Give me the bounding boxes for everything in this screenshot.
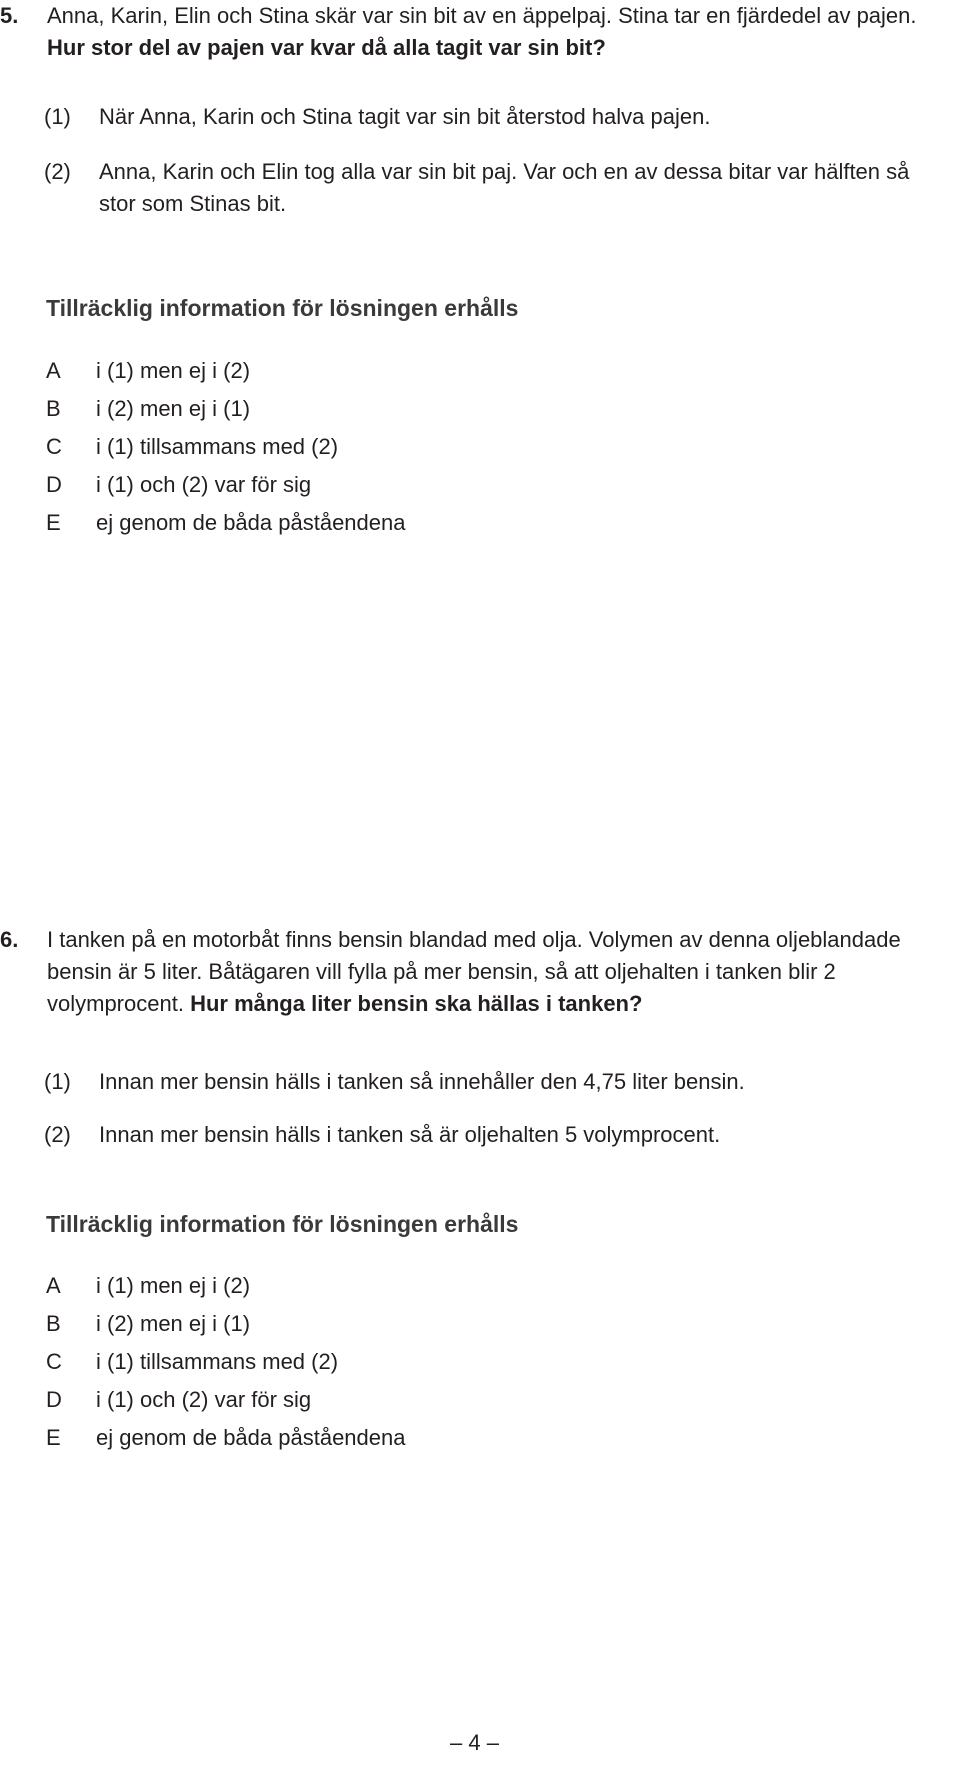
option-text: i (2) men ej i (1) — [96, 396, 251, 421]
statement-label: (2) — [44, 159, 71, 184]
statement-label: (2) — [44, 1122, 71, 1147]
option-letter: A — [46, 1273, 61, 1298]
page-number: – 4 – — [450, 1730, 499, 1755]
option-letter: D — [46, 1387, 62, 1412]
section-heading: Tillräcklig information för lösningen erhålls — [46, 1211, 519, 1237]
option-e — [46, 507, 405, 545]
option-text: i (1) tillsammans med (2) — [96, 1349, 339, 1374]
option-letter: B — [46, 396, 61, 421]
option-b — [46, 393, 405, 431]
option-letter: D — [46, 472, 62, 497]
statement-label: (1) — [44, 1069, 71, 1094]
statement-label: (1) — [44, 104, 71, 129]
option-text: i (2) men ej i (1) — [96, 1311, 251, 1336]
option-text: ej genom de båda påståendena — [96, 1425, 406, 1450]
question-text — [47, 0, 935, 64]
section-heading: Tillräcklig information för lösningen erhålls — [46, 295, 519, 321]
option-d — [46, 469, 405, 507]
option-a — [46, 1270, 405, 1308]
answer-options — [46, 355, 405, 545]
option-text: i (1) men ej i (2) — [96, 1273, 251, 1298]
statement-2 — [44, 156, 934, 220]
option-c — [46, 1346, 405, 1384]
option-letter: E — [46, 510, 61, 535]
option-letter: B — [46, 1311, 61, 1336]
answer-options — [46, 1270, 405, 1460]
option-e — [46, 1422, 405, 1460]
question-prompt: Hur stor del av pajen var kvar då alla tagit var sin bit? — [47, 35, 606, 60]
option-text: ej genom de båda påståendena — [96, 510, 406, 535]
statement-text: Anna, Karin och Elin tog alla var sin bit paj. Var och en av dessa bitar var hälften så stor som Stinas bit. — [99, 159, 910, 216]
option-text: i (1) men ej i (2) — [96, 358, 251, 383]
option-letter: C — [46, 434, 62, 459]
option-a — [46, 355, 405, 393]
option-text: i (1) och (2) var för sig — [96, 472, 312, 497]
question-intro: I tanken på en motorbåt finns bensin blandad med olja. Volymen av denna oljeblandade bensin är 5 liter. Båtägaren vill fylla på mer bensin, så att oljehalten i tanken blir 2 volymprocent. — [47, 927, 901, 1016]
statement-1 — [44, 101, 934, 133]
option-letter: C — [46, 1349, 62, 1374]
statement-2 — [44, 1119, 934, 1151]
option-c — [46, 431, 405, 469]
statement-text: När Anna, Karin och Stina tagit var sin bit återstod halva pajen. — [99, 104, 711, 129]
question-prompt: Hur många liter bensin ska hällas i tanken? — [190, 991, 643, 1016]
option-b — [46, 1308, 405, 1346]
statement-text: Innan mer bensin hälls i tanken så innehåller den 4,75 liter bensin. — [99, 1069, 745, 1094]
option-letter: E — [46, 1425, 61, 1450]
statement-1 — [44, 1066, 934, 1098]
statement-text: Innan mer bensin hälls i tanken så är oljehalten 5 volymprocent. — [99, 1122, 721, 1147]
question-text — [47, 924, 935, 1020]
option-text: i (1) och (2) var för sig — [96, 1387, 312, 1412]
option-text: i (1) tillsammans med (2) — [96, 434, 339, 459]
question-number: 6. — [0, 927, 19, 952]
question-intro: Anna, Karin, Elin och Stina skär var sin bit av en äppelpaj. Stina tar en fjärdedel av pajen. — [47, 3, 917, 28]
option-letter: A — [46, 358, 61, 383]
question-number: 5. — [0, 3, 19, 28]
option-d — [46, 1384, 405, 1422]
